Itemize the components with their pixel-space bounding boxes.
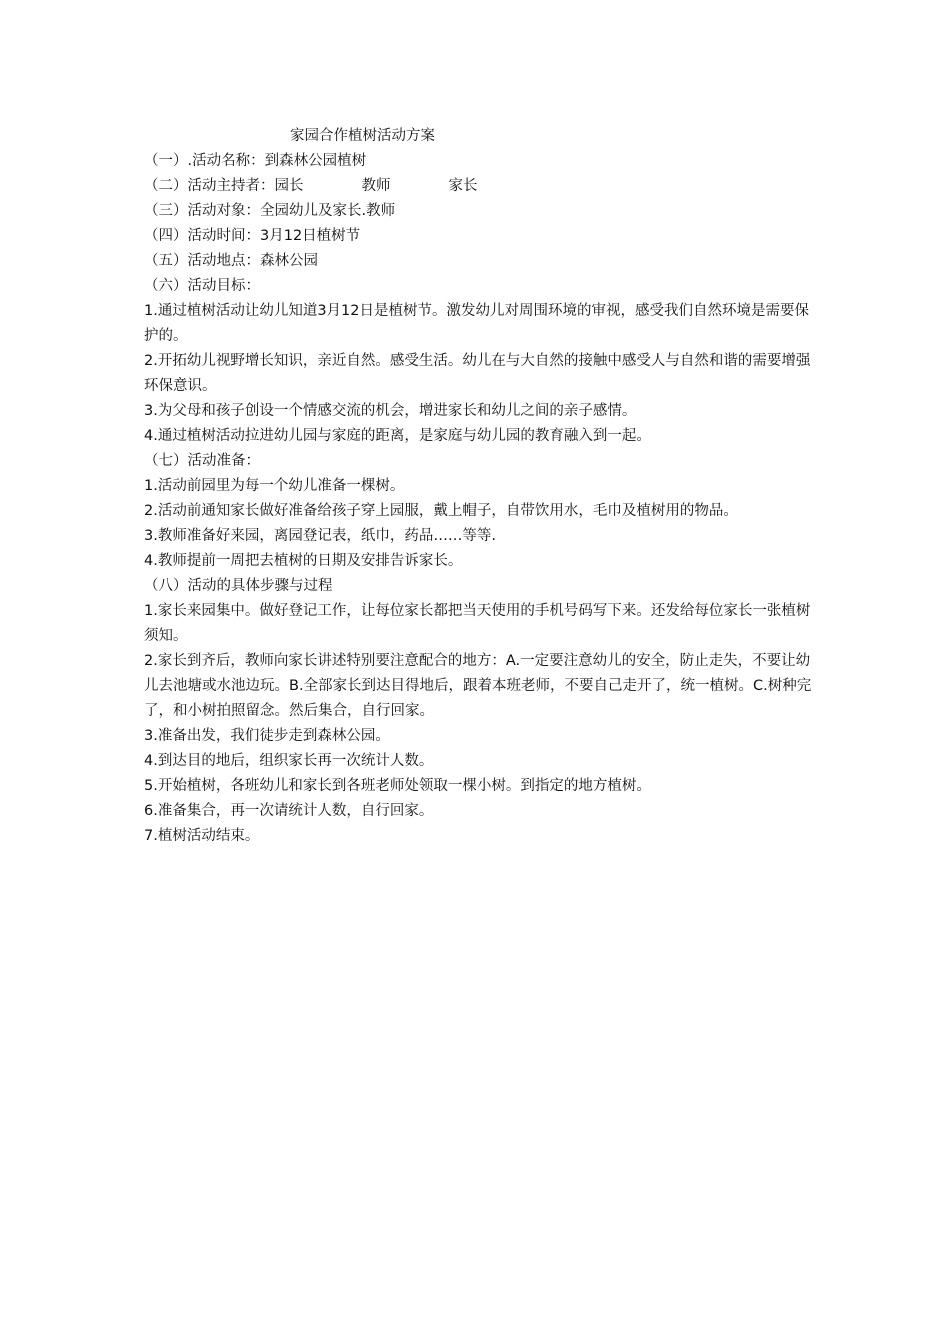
activity-host <box>144 174 816 199</box>
prep-item: 3.教师准备好来园，离园登记表，纸巾，药品……等等. <box>144 528 496 544</box>
activity-time: （四）活动时间：3月12日植树节 <box>144 228 361 244</box>
activity-name: （一）.活动名称：到森林公园植树 <box>144 153 367 169</box>
host-teacher: 教师 <box>361 178 391 194</box>
activity-target: （三）活动对象：全园幼儿及家长.教师 <box>144 203 396 219</box>
step-item: 4.到达目的地后，组织家长再一次统计人数。 <box>144 753 434 769</box>
goal-item: 2.开拓幼儿视野增长知识，亲近自然。感受生活。幼儿在与大自然的接触中感受人与自然和谐的需要增强环保意识。 <box>144 353 811 394</box>
prep-item: 2.活动前通知家长做好准备给孩子穿上园服，戴上帽子，自带饮用水，毛巾及植树用的物品。 <box>144 503 738 519</box>
step-item: 5.开始植树，各班幼儿和家长到各班老师处领取一棵小树。到指定的地方植树。 <box>144 778 651 794</box>
host-label: （二）活动主持者：园长 <box>144 178 304 194</box>
document-body <box>144 124 816 849</box>
step-item: 3.准备出发，我们徒步走到森林公园。 <box>144 728 390 744</box>
goal-item: 1.通过植树活动让幼儿知道3月12日是植树节。激发幼儿对周围环境的审视，感受我们自然环境是需要保护的。 <box>144 303 810 344</box>
goal-item: 4.通过植树活动拉进幼儿园与家庭的距离，是家庭与幼儿园的教育融入到一起。 <box>144 428 651 444</box>
document-title: 家园合作植树活动方案 <box>290 128 435 144</box>
goals-heading: （六）活动目标： <box>144 278 260 294</box>
activity-place: （五）活动地点：森林公园 <box>144 253 318 269</box>
prep-item: 1.活动前园里为每一个幼儿准备一棵树。 <box>144 478 405 494</box>
steps-heading: （八）活动的具体步骤与过程 <box>144 578 333 594</box>
goal-item: 3.为父母和孩子创设一个情感交流的机会，增进家长和幼儿之间的亲子感情。 <box>144 403 637 419</box>
step-item: 7.植树活动结束。 <box>144 828 260 844</box>
step-item: 6.准备集合，再一次请统计人数，自行回家。 <box>144 803 434 819</box>
prep-heading: （七）活动准备： <box>144 453 260 469</box>
step-item: 2.家长到齐后，教师向家长讲述特别要注意配合的地方：A.一定要注意幼儿的安全，防止走失，不要让幼儿去池塘或水池边玩。B.全部家长到达目得地后，跟着本班老师，不要自己走开了，统一植树。C.树种完了，和小树拍照留念。然后集合，自行回家。 <box>144 653 812 719</box>
host-parent: 家长 <box>448 178 478 194</box>
prep-item: 4.教师提前一周把去植树的日期及安排告诉家长。 <box>144 553 463 569</box>
step-item: 1.家长来园集中。做好登记工作，让每位家长都把当天使用的手机号码写下来。还发给每位家长一张植树须知。 <box>144 603 811 644</box>
